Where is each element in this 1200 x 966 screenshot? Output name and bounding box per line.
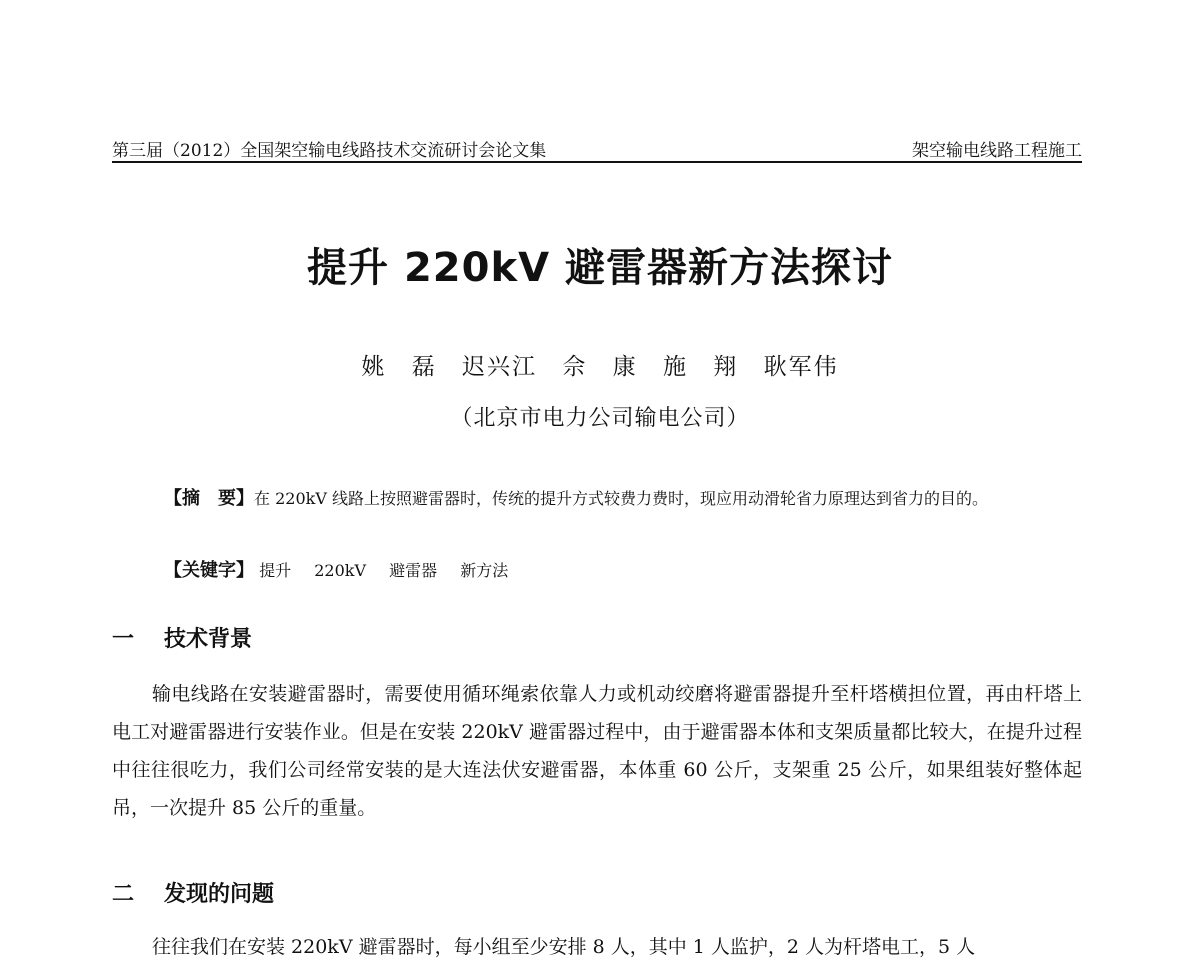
keyword: 220kV	[314, 561, 366, 580]
keywords	[112, 556, 1082, 582]
section-body: 往往我们在安装 220kV 避雷器时，每小组至少安排 8 人，其中 1 人监护，2 人为杆塔电工，5 人	[152, 936, 976, 958]
section-heading	[112, 877, 274, 908]
section-number: 二	[112, 882, 135, 907]
header-section-name: 架空输电线路工程施工	[912, 141, 1082, 161]
section-number: 一	[112, 627, 135, 652]
section-heading	[112, 622, 252, 653]
paper-title: 提升 220kV 避雷器新方法探讨	[307, 245, 893, 291]
section-title: 发现的问题	[164, 882, 275, 907]
keyword: 避雷器	[389, 561, 438, 580]
running-header	[112, 133, 1082, 163]
section-title: 技术背景	[164, 627, 253, 652]
abstract-text: 在 220kV 线路上按照避雷器时，传统的提升方式较费力费时，现应用动滑轮省力原理达到省力的目的。	[254, 489, 988, 508]
author-affiliation: （北京市电力公司输电公司）	[450, 406, 750, 431]
keyword: 新方法	[460, 561, 509, 580]
header-proceedings-title: 第三届（2012）全国架空输电线路技术交流研讨会论文集	[112, 141, 547, 161]
section-body: 输电线路在安装避雷器时，需要使用循环绳索依靠人力或机动绞磨将避雷器提升至杆塔横担位置，再由杆塔上电工对避雷器进行安装作业。但是在安装 220kV 避雷器过程中，由于避雷器本体和支架质量都比较大，在提升过程中往往很吃力，我们公司经常安装的是大连法伏安避雷器，本体重 60 公斤，支架重 25 公斤，如果组装好整体起吊，一次提升 85 公斤的重量。	[112, 683, 1082, 819]
abstract	[112, 483, 1082, 515]
author-list: 姚 磊 迟兴江 佘 康 施 翔 耿军伟	[361, 354, 839, 380]
keywords-label: 【关键字】	[164, 560, 254, 581]
keyword: 提升	[259, 561, 292, 580]
abstract-label: 【摘 要】	[164, 488, 254, 509]
